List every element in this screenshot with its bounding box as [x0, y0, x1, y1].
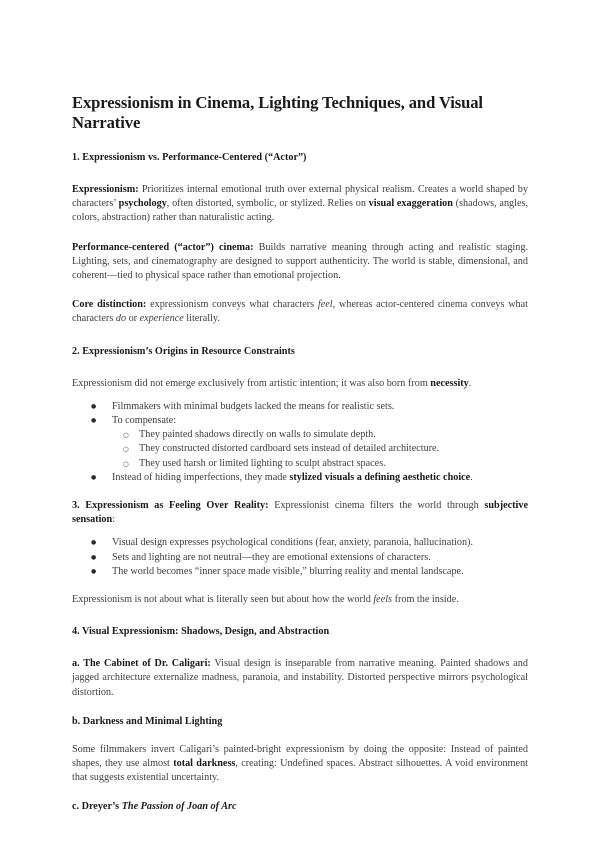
text-run: Builds narrative meaning through acting and realistic staging. Lighting, sets, and cinematography are designed to support authenticity. The world is stable, dimensional, and coherent—tied to physical space rather than emotional projection. — [72, 241, 528, 282]
feeling-list — [72, 536, 528, 579]
list-item: ● Sets and lighting are not neutral—they are emotional extensions of characters. — [112, 551, 528, 565]
term-label: Core distinction: — [72, 299, 147, 311]
expressionism-paragraph — [72, 183, 528, 226]
italic-word: feel — [317, 299, 333, 311]
italic-word: do — [115, 313, 127, 325]
text-run: Expressionism is not about what is literally seen but about how the world — [72, 594, 374, 606]
feeling-closing — [72, 593, 528, 607]
text-run: , often distorted, symbolic, or stylized. Relies on — [166, 198, 369, 210]
text-run: : — [112, 514, 116, 526]
text-run: . — [470, 471, 473, 483]
section-3-heading: 3. Expressionism as Feeling Over Reality: — [72, 500, 269, 512]
dreyer-heading — [72, 800, 528, 814]
emphasis: total darkness — [173, 758, 236, 770]
emphasis: psychology — [118, 198, 167, 210]
sub-list — [112, 428, 528, 471]
text-run: Expressionist cinema filters the world through — [268, 500, 485, 512]
darkness-paragraph — [72, 743, 528, 786]
text-run: (shadows, angles, colors, abstraction) rather than naturalistic acting. — [72, 198, 529, 224]
text-run: . — [468, 377, 472, 389]
text-run: Instead of hiding imperfections, they made — [112, 471, 290, 483]
caligari-paragraph — [72, 657, 528, 700]
text-run: Prioritizes internal emotional truth over external physical realism. Creates a world shaped by characters’ — [72, 184, 528, 210]
sub-list-item: ○ They used harsh or limited lighting to sculpt abstract spaces. — [139, 457, 528, 471]
sub-list-item: ○ They painted shadows directly on walls to simulate depth. — [139, 428, 528, 442]
italic-word: feels — [373, 594, 393, 606]
section-2-heading: 2. Expressionism’s Origins in Resource Constraints — [72, 345, 295, 357]
emphasis: subjective sensation — [72, 500, 528, 526]
sub-list-item: ○ They constructed distorted cardboard sets instead of detailed architecture. — [139, 442, 528, 456]
text-run: or — [126, 313, 140, 325]
text-run: c. Dreyer’s — [72, 801, 122, 813]
section-3-paragraph — [72, 499, 528, 527]
text-run: Visual design is inseparable from narrative meaning. Painted shadows and jagged architecture externalize madness, paranoia, and instability. Distorted perspective mirrors psychological distortion. — [72, 658, 528, 698]
term-label: Performance-centered (“actor”) cinema: — [72, 241, 254, 253]
text-run: from the inside. — [392, 594, 459, 606]
list-item — [112, 471, 528, 485]
italic-word: experience — [139, 313, 184, 325]
list-item: ● Visual design expresses psychological conditions (fear, anxiety, paranoia, hallucination). — [112, 536, 528, 550]
sub-heading: a. The Cabinet of Dr. Caligari: — [72, 658, 211, 670]
emphasis: stylized visuals a defining aesthetic choice — [289, 471, 471, 483]
document-title: Expressionism in Cinema, Lighting Techniques, and Visual Narrative — [72, 93, 483, 132]
text-run: Some filmmakers invert Caligari’s painted-bright expressionism by doing the opposite: Instead of painted shapes, they use almost — [72, 743, 528, 770]
section-4-heading: 4. Visual Expressionism: Shadows, Design, and Abstraction — [72, 626, 330, 638]
list-item: ● Filmmakers with minimal budgets lacked the means for realistic sets. — [112, 400, 528, 414]
origins-list — [72, 400, 528, 485]
list-item: ● The world becomes “inner space made visible,” blurring reality and mental landscape. — [112, 565, 528, 579]
text-run: literally. — [183, 313, 220, 325]
text-run: , creating: Undefined spaces. Abstract silhouettes. A void environment that suggests existential uncertainty. — [72, 758, 528, 784]
text-run: expressionism conveys what characters — [146, 299, 318, 311]
text-run: , whereas actor-centered cinema conveys what characters — [72, 299, 528, 325]
film-title: The Passion of Joan of Arc — [121, 801, 237, 813]
origins-intro — [72, 377, 528, 391]
core-distinction-paragraph — [72, 298, 528, 326]
term-label: Expressionism: — [72, 184, 139, 195]
text-run: Expressionism did not emerge exclusively from artistic intention; it was also born from — [72, 377, 431, 389]
performance-paragraph — [72, 241, 528, 284]
emphasis: necessity — [430, 377, 469, 389]
list-item — [112, 414, 528, 471]
darkness-heading: b. Darkness and Minimal Lighting — [72, 715, 223, 727]
text-run: To compensate: — [112, 415, 177, 427]
emphasis: visual exaggeration — [368, 198, 453, 210]
section-1-heading: 1. Expressionism vs. Performance-Centered (“Actor”) — [72, 152, 307, 163]
